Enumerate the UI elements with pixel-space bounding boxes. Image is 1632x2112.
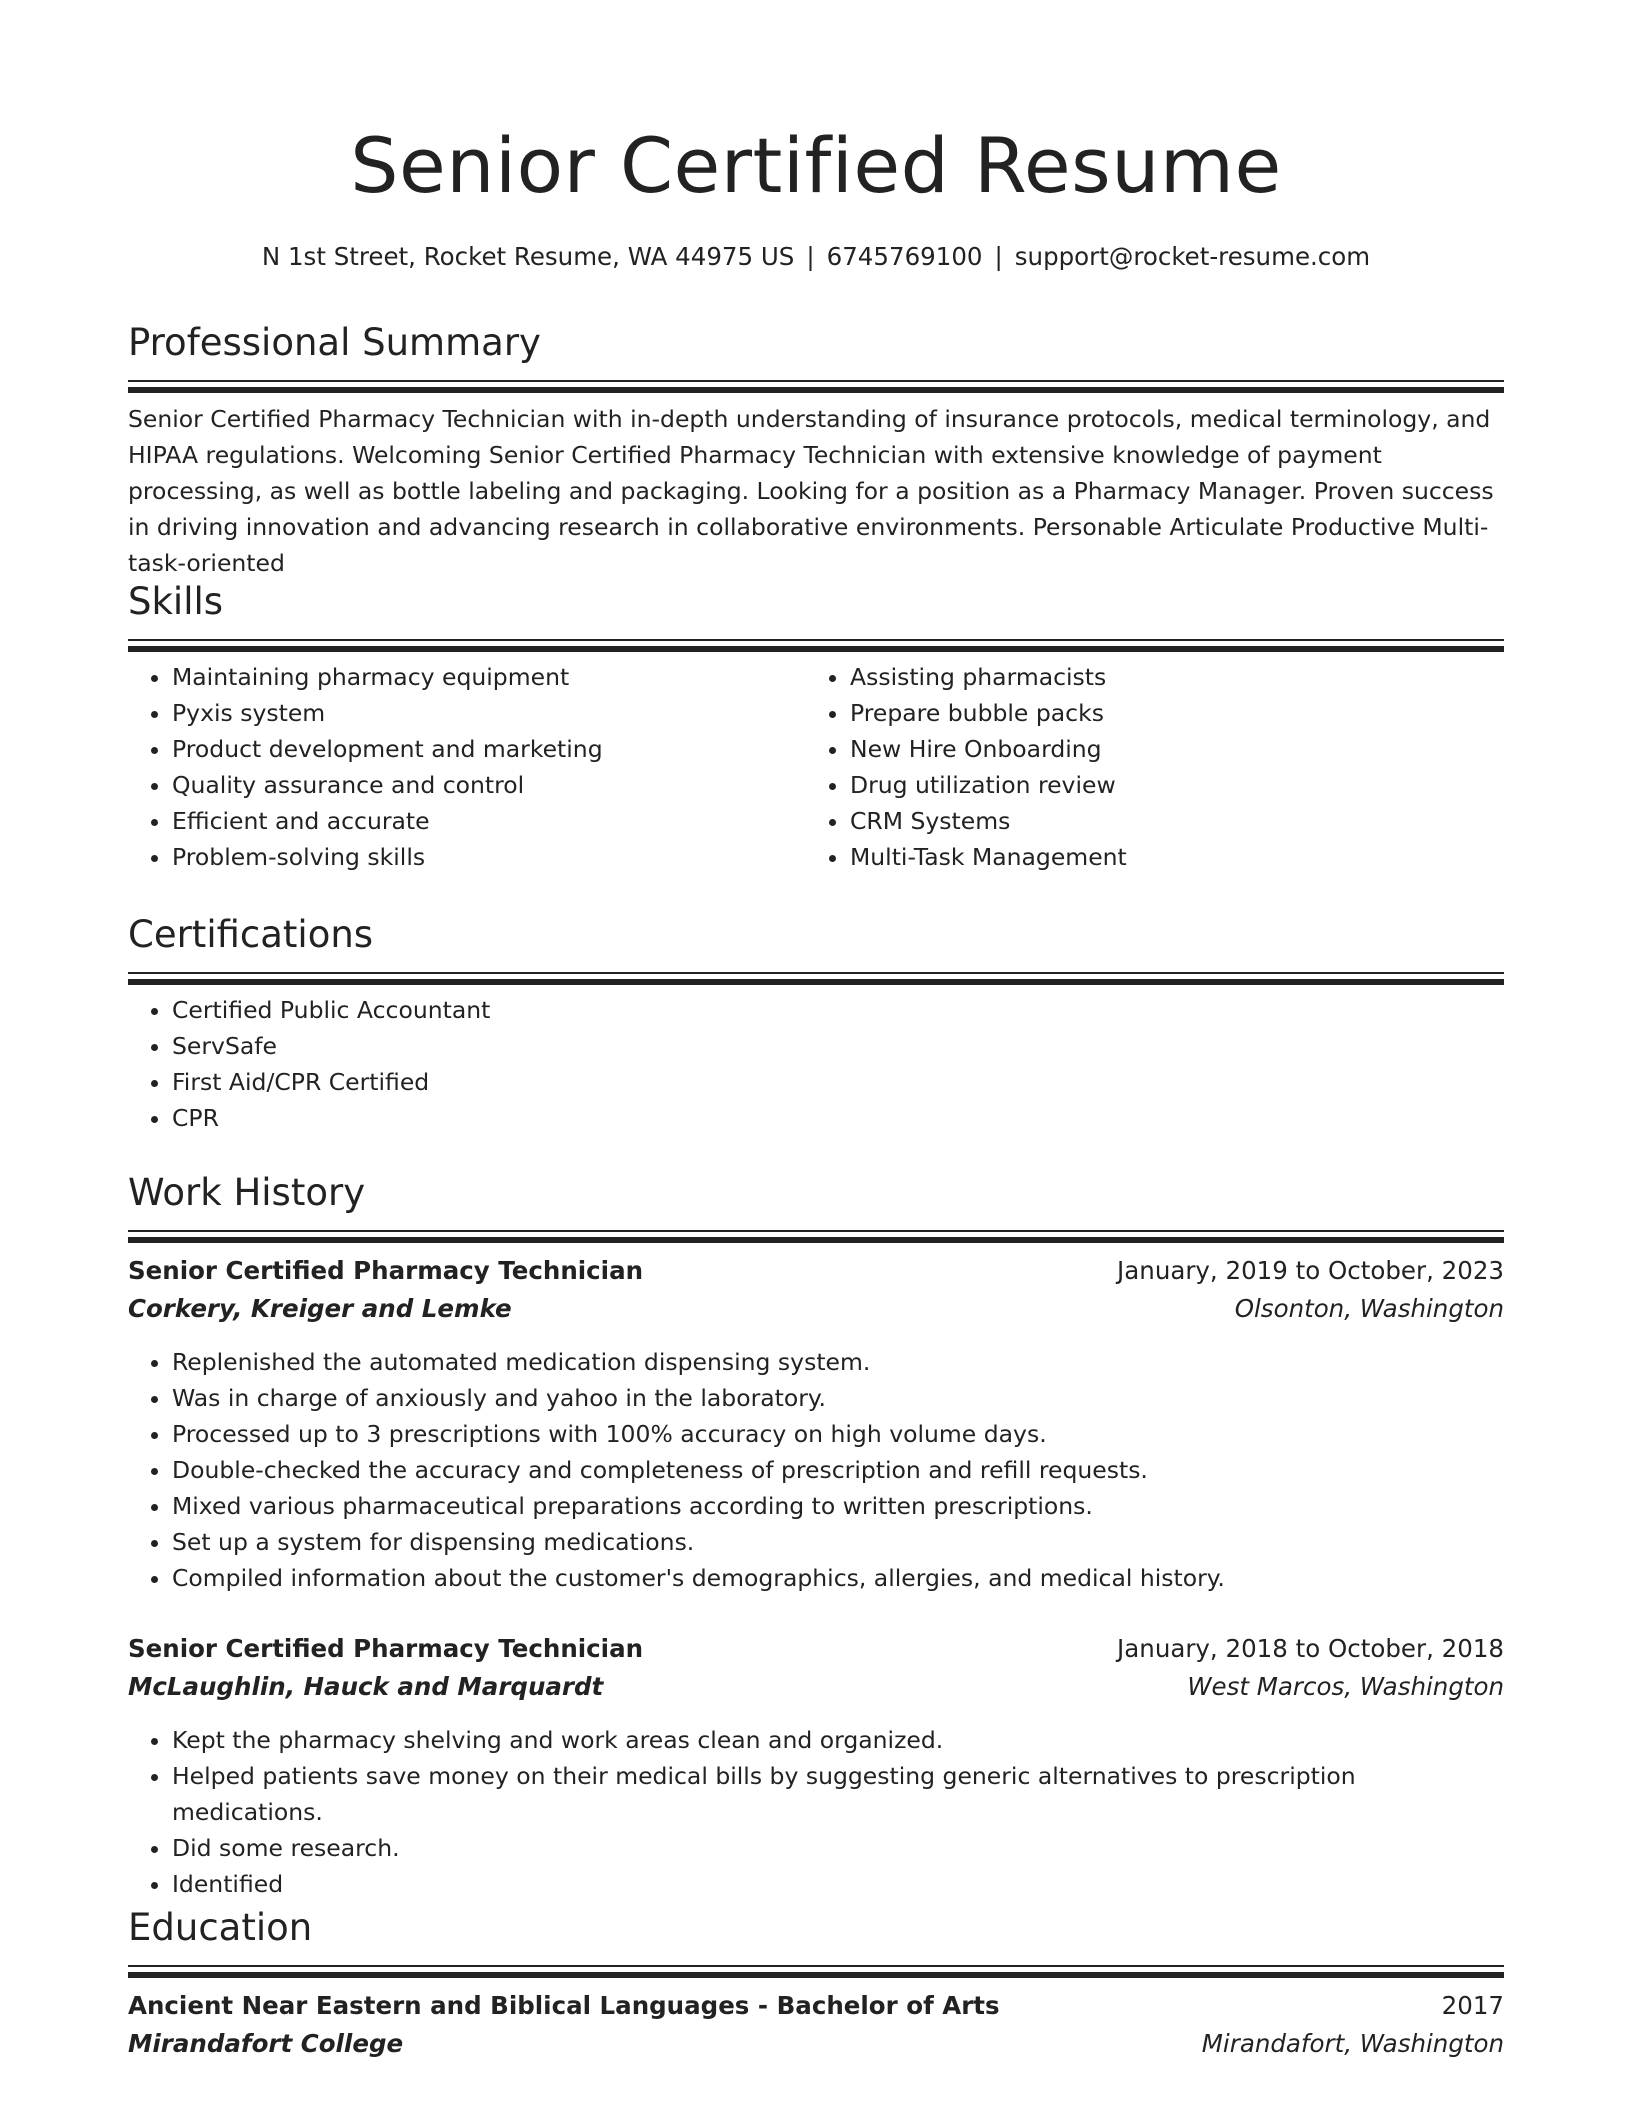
certifications-section (128, 910, 1504, 1136)
job-company: Corkery, Kreiger and Lemke (128, 1294, 512, 1323)
contact-email: support@rocket-resume.com (1014, 242, 1371, 271)
section-rule (128, 639, 1504, 645)
section-rule (128, 380, 1504, 386)
job-bullet: • Was in charge of anxiously and yahoo in the laboratory. (172, 1380, 1504, 1416)
resume-name: Senior Certified Resume (350, 121, 1282, 210)
skills-list-left (128, 659, 806, 875)
education-school: Mirandafort College (128, 2029, 404, 2058)
contact-address: N 1st Street, Rocket Resume, WA 44975 US (261, 242, 795, 271)
job-subheader (128, 1290, 1504, 1328)
summary-section (128, 318, 1504, 581)
job-dates: January, 2019 to October, 2023 (1117, 1256, 1504, 1285)
section-rule (128, 972, 1504, 978)
job-bullet: • Processed up to 3 prescriptions with 100% accuracy on high volume days. (172, 1416, 1504, 1452)
skill-item: • Prepare bubble packs (850, 695, 1484, 731)
section-title: Certifications (128, 913, 374, 956)
job-bullet: • Identified (172, 1866, 1504, 1902)
skill-item: • Problem-solving skills (172, 839, 806, 875)
education-header (128, 1987, 1504, 2025)
job-entry (128, 1252, 1504, 1596)
education-subheader (128, 2025, 1504, 2063)
section-title: Education (128, 1906, 313, 1949)
job-title: Senior Certified Pharmacy Technician (128, 1634, 644, 1663)
job-bullet: • Helped patients save money on their medical bills by suggesting generic alternatives to prescription medications. (172, 1758, 1504, 1830)
skill-item: • Product development and marketing (172, 731, 806, 767)
job-bullet: • Replenished the automated medication dispensing system. (172, 1344, 1504, 1380)
skills-section (128, 577, 1504, 875)
skills-grid (128, 659, 1504, 875)
job-dates: January, 2018 to October, 2018 (1117, 1634, 1504, 1663)
certification-item: • ServSafe (172, 1028, 1504, 1064)
section-title: Work History (128, 1171, 366, 1214)
section-rule (128, 1230, 1504, 1236)
job-subheader (128, 1668, 1504, 1706)
contact-separator: | (806, 242, 815, 271)
certification-item: • First Aid/CPR Certified (172, 1064, 1504, 1100)
job-bullet: • Compiled information about the customer's demographics, allergies, and medical history. (172, 1560, 1504, 1596)
skills-list-right (806, 659, 1484, 875)
skill-item: • Assisting pharmacists (850, 659, 1484, 695)
skill-item: • Pyxis system (172, 695, 806, 731)
contact-phone: 6745769100 (826, 242, 983, 271)
skill-item: • Drug utilization review (850, 767, 1484, 803)
section-title: Skills (128, 580, 224, 623)
skill-item: • Quality assurance and control (172, 767, 806, 803)
skill-item: • CRM Systems (850, 803, 1484, 839)
summary-text: Senior Certified Pharmacy Technician with in-depth understanding of insurance protocols, medical terminology, and HIPAA regulations. Welcoming Senior Certified Pharmacy Technician with extensive knowledge of payment processing, as well as bottle labeling and packaging. Looking for a position as a Pharmacy Manager. Proven success in driving innovation and advancing research in collaborative environments. Personable Articulate Productive Multi-task-oriented (128, 405, 1494, 577)
education-degree: Ancient Near Eastern and Biblical Languages - Bachelor of Arts (128, 1991, 1000, 2020)
certification-item: • CPR (172, 1100, 1504, 1136)
job-bullet: • Kept the pharmacy shelving and work areas clean and organized. (172, 1722, 1504, 1758)
contact-line (128, 239, 1504, 275)
skill-item: • Maintaining pharmacy equipment (172, 659, 806, 695)
job-header (128, 1252, 1504, 1290)
skill-item: • New Hire Onboarding (850, 731, 1484, 767)
skill-item: • Efficient and accurate (172, 803, 806, 839)
certification-item: • Certified Public Accountant (172, 992, 1504, 1028)
job-bullet: • Did some research. (172, 1830, 1504, 1866)
job-bullet: • Set up a system for dispensing medications. (172, 1524, 1504, 1560)
job-bullets (128, 1344, 1504, 1596)
job-title: Senior Certified Pharmacy Technician (128, 1256, 644, 1285)
job-bullets (128, 1722, 1504, 1902)
job-bullet: • Double-checked the accuracy and completeness of prescription and refill requests. (172, 1452, 1504, 1488)
skill-item: • Multi-Task Management (850, 839, 1484, 875)
contact-separator: | (994, 242, 1003, 271)
section-title: Professional Summary (128, 321, 541, 364)
job-bullet: • Mixed various pharmaceutical preparations according to written prescriptions. (172, 1488, 1504, 1524)
education-location: Mirandafort, Washington (1201, 2029, 1504, 2058)
education-entry (128, 1987, 1504, 2063)
job-header (128, 1630, 1504, 1668)
job-company: McLaughlin, Hauck and Marquardt (128, 1672, 604, 1701)
education-section (128, 1903, 1504, 2063)
job-location: Olsonton, Washington (1234, 1294, 1504, 1323)
education-year: 2017 (1441, 1991, 1504, 2020)
certifications-list (128, 992, 1504, 1136)
section-rule (128, 1965, 1504, 1971)
job-entry (128, 1630, 1504, 1902)
work-history-section (128, 1168, 1504, 1902)
job-location: West Marcos, Washington (1187, 1672, 1504, 1701)
